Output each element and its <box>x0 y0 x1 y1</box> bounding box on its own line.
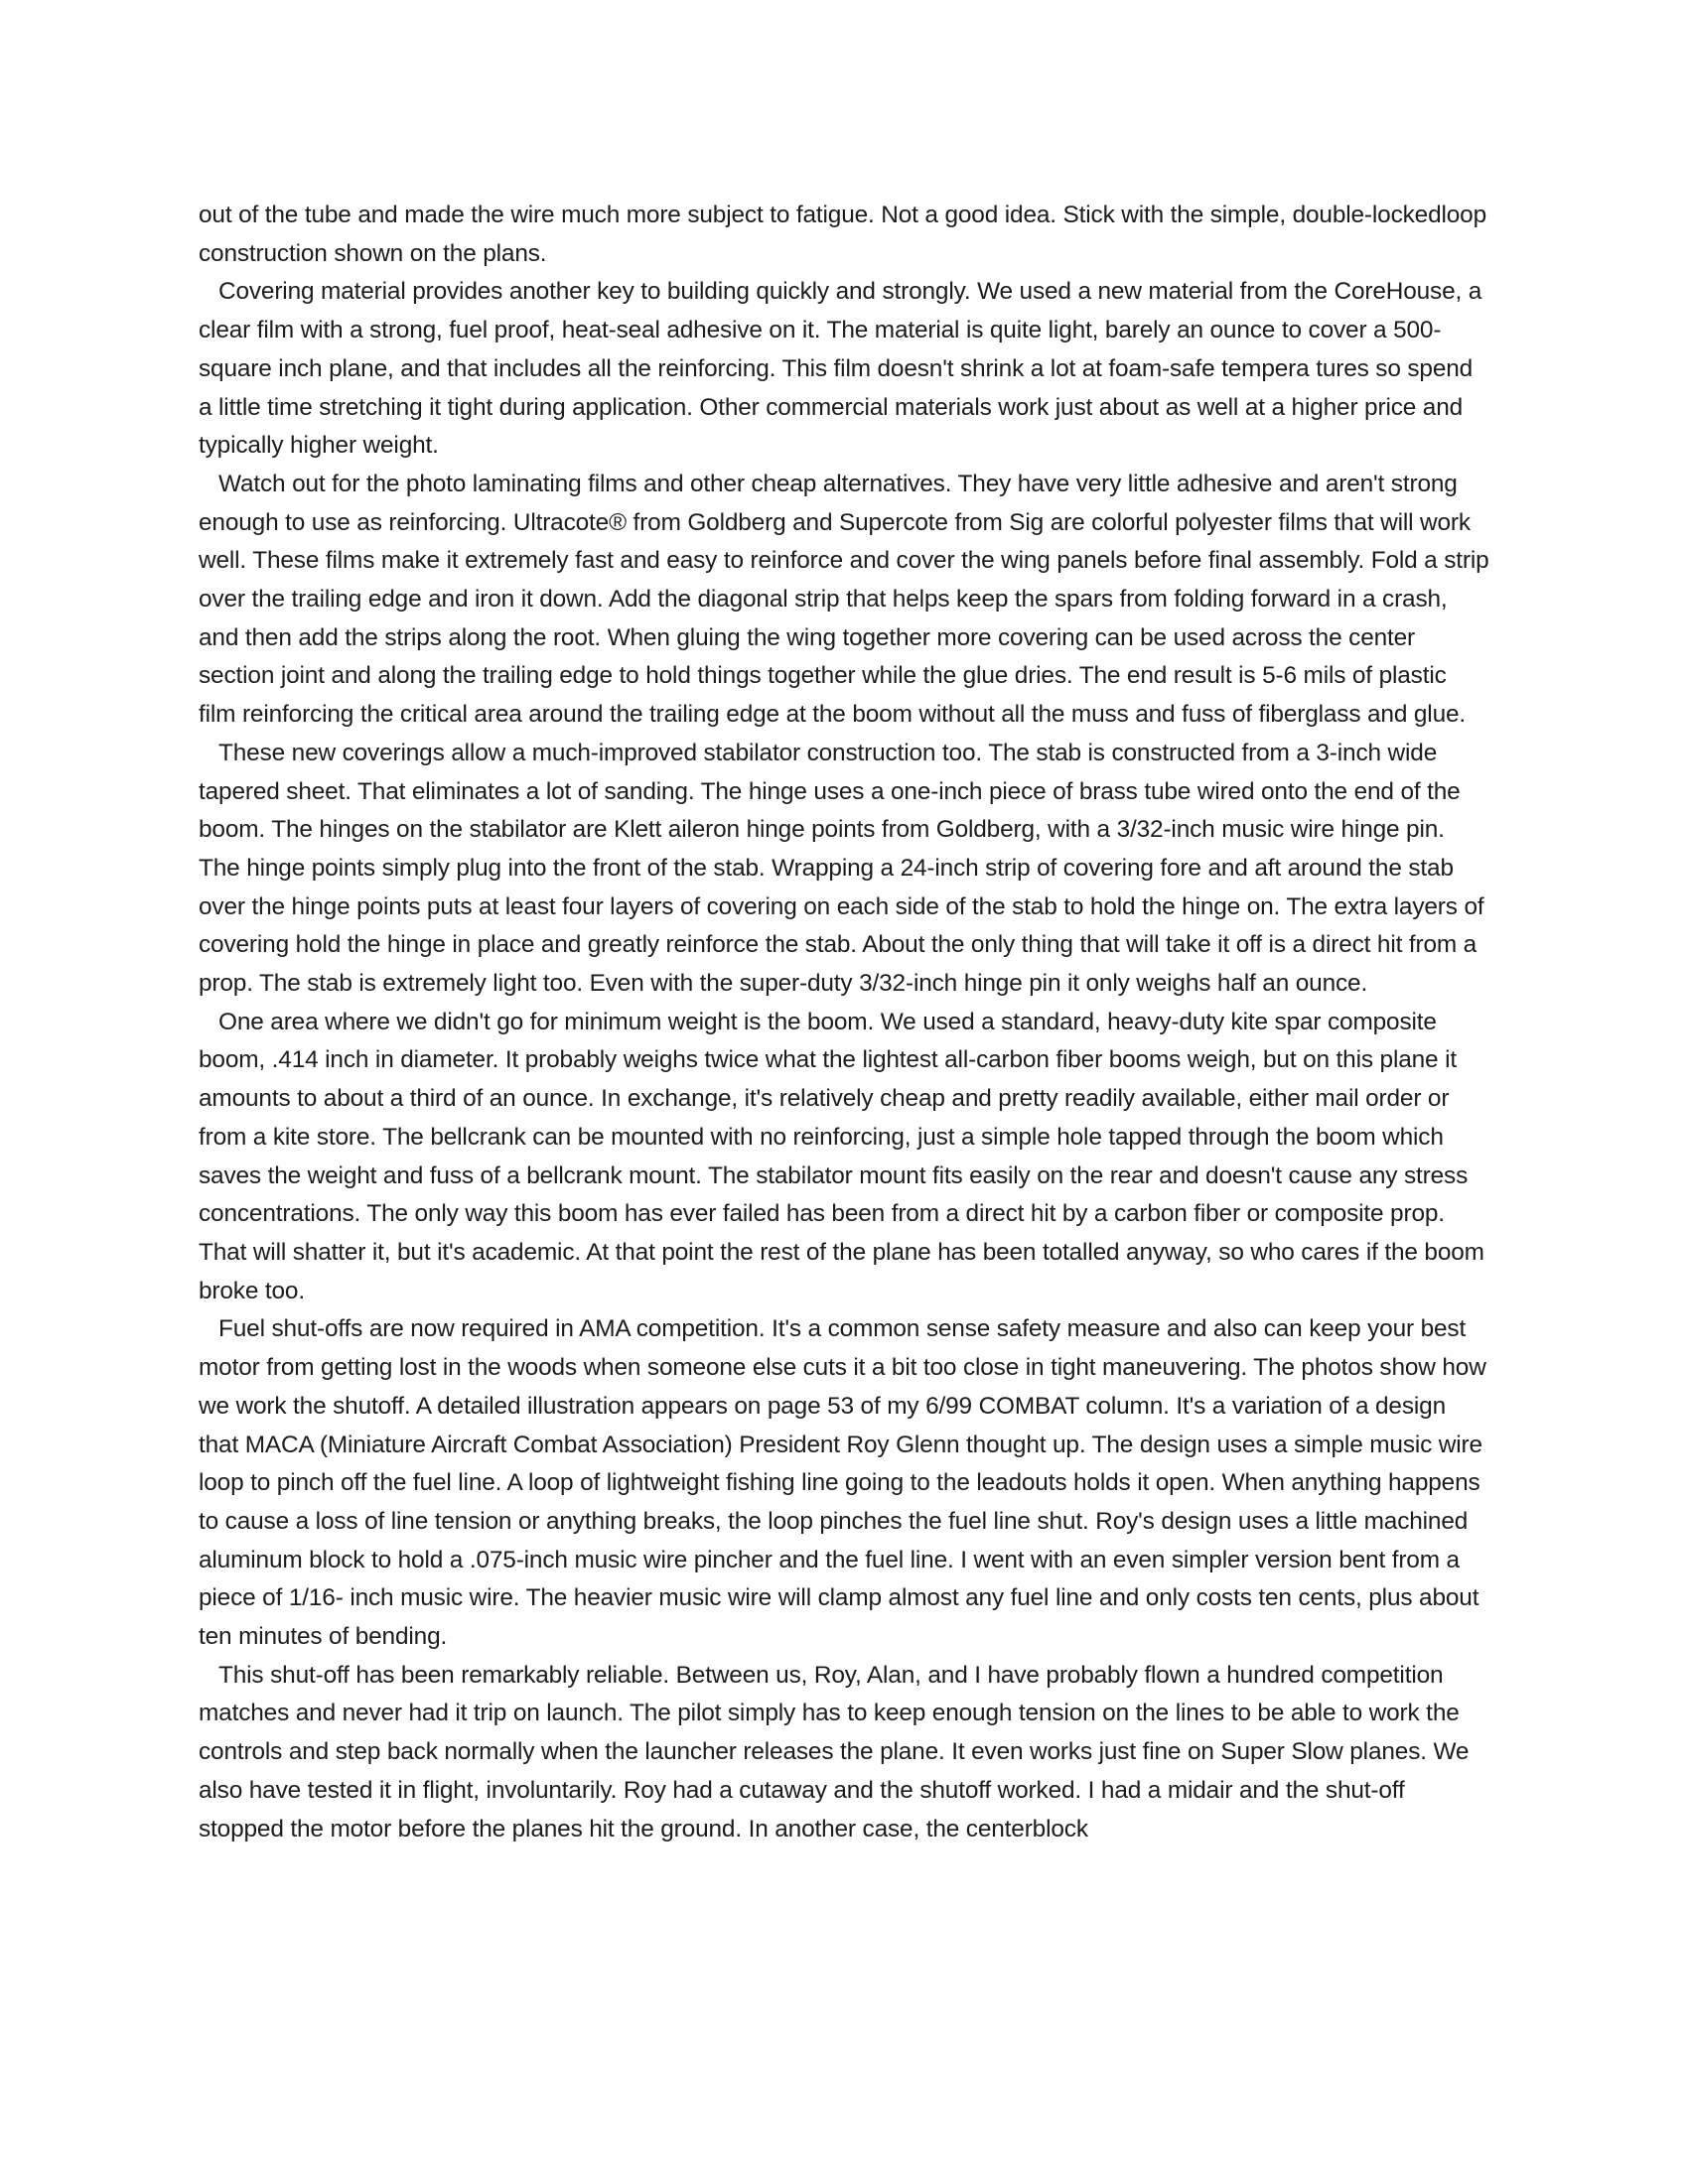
paragraph-stabilator-construction: These new coverings allow a much-improved stabilator construction too. The stab is constructed from a 3-inch wide tapered sheet. That eliminates a lot of sanding. The hinge uses a one-inch piece of brass tube wired onto the end of the boom. The hinges on the stabilator are Klett aileron hinge points from Goldberg, with a 3/32-inch music wire hinge pin. The hinge points simply plug into the front of the stab. Wrapping a 24-inch strip of covering fore and aft around the stab over the hinge points puts at least four layers of covering on each side of the stab to hold the hinge on. The extra layers of covering hold the hinge in place and greatly reinforce the stab. About the only thing that will take it off is a direct hit from a prop. The stab is extremely light too. Even with the super-duty 3/32-inch hinge pin it only weighs half an ounce. <box>199 739 1484 998</box>
paragraph-covering-material: Covering material provides another key to building quickly and strongly. We used a new material from the CoreHouse, a clear film with a strong, fuel proof, heat-seal adhesive on it. The material is quite light, barely an ounce to cover a 500-square inch plane, and that includes all the reinforcing. This film doesn't shrink a lot at foam-safe tempera tures so spend a little time stretching it tight during application. Other commercial materials work just about as well at a higher price and typically higher weight. <box>199 278 1482 460</box>
paragraph-laminating-films: Watch out for the photo laminating films and other cheap alternatives. They have very little adhesive and aren't strong enough to use as reinforcing. Ultracote® from Goldberg and Supercote from Sig are colorful polyester films that will work well. These films make it extremely fast and easy to reinforce and cover the wing panels before final assembly. Fold a strip over the trailing edge and iron it down. Add the diagonal strip that helps keep the spars from folding forward in a crash, and then add the strips along the root. When gluing the wing together more covering can be used across the center section joint and along the trailing edge to hold things together while the glue dries. The end result is 5-6 mils of plastic film reinforcing the critical area around the trailing edge at the boom without all the muss and fuss of fiberglass and glue. <box>199 470 1489 729</box>
paragraph-continuation: out of the tube and made the wire much more subject to fatigue. Not a good idea. Stick with the simple, double-lockedloop construction shown on the plans. <box>199 202 1487 267</box>
paragraph-fuel-shutoff: Fuel shut-offs are now required in AMA competition. It's a common sense safety measure and also can keep your best motor from getting lost in the woods when someone else cuts it a bit too close in tight maneuvering. The photos show how we work the shutoff. A detailed illustration appears on page 53 of my 6/99 COMBAT column. It's a variation of a design that MACA (Miniature Aircraft Combat Association) President Roy Glenn thought up. The design uses a simple music wire loop to pinch off the fuel line. A loop of lightweight fishing line going to the leadouts holds it open. When anything happens to cause a loss of line tension or anything breaks, the loop pinches the fuel line shut. Roy's design uses a little machined aluminum block to hold a .075-inch music wire pincher and the fuel line. I went with an even simpler version bent from a piece of 1/16- inch music wire. The heavier music wire will clamp almost any fuel line and only costs ten cents, plus about ten minutes of bending. <box>199 1315 1486 1651</box>
paragraph-boom: One area where we didn't go for minimum weight is the boom. We used a standard, heavy-duty kite spar composite boom, .414 inch in diameter. It probably weighs twice what the lightest all-carbon fiber booms weigh, but on this plane it amounts to about a third of an ounce. In exchange, it's relatively cheap and pretty readily available, either mail order or from a kite store. The bellcrank can be mounted with no reinforcing, just a simple hole tapped through the boom which saves the weight and fuss of a bellcrank mount. The stabilator mount fits easily on the rear and doesn't cause any stress concentrations. The only way this boom has ever failed has been from a direct hit by a carbon fiber or composite prop. That will shatter it, but it's academic. At that point the rest of the plane has been totalled anyway, so who cares if the boom broke too. <box>199 1008 1484 1304</box>
paragraph-shutoff-reliability: This shut-off has been remarkably reliable. Between us, Roy, Alan, and I have probably flown a hundred competition matches and never had it trip on launch. The pilot simply has to keep enough tension on the lines to be able to work the controls and step back normally when the launcher releases the plane. It even works just fine on Super Slow planes. We also have tested it in flight, involuntarily. Roy had a cutaway and the shutoff worked. I had a midair and the shut-off stopped the motor before the planes hit the ground. In another case, the centerblock <box>199 1661 1470 1843</box>
article-body <box>199 197 1489 1848</box>
